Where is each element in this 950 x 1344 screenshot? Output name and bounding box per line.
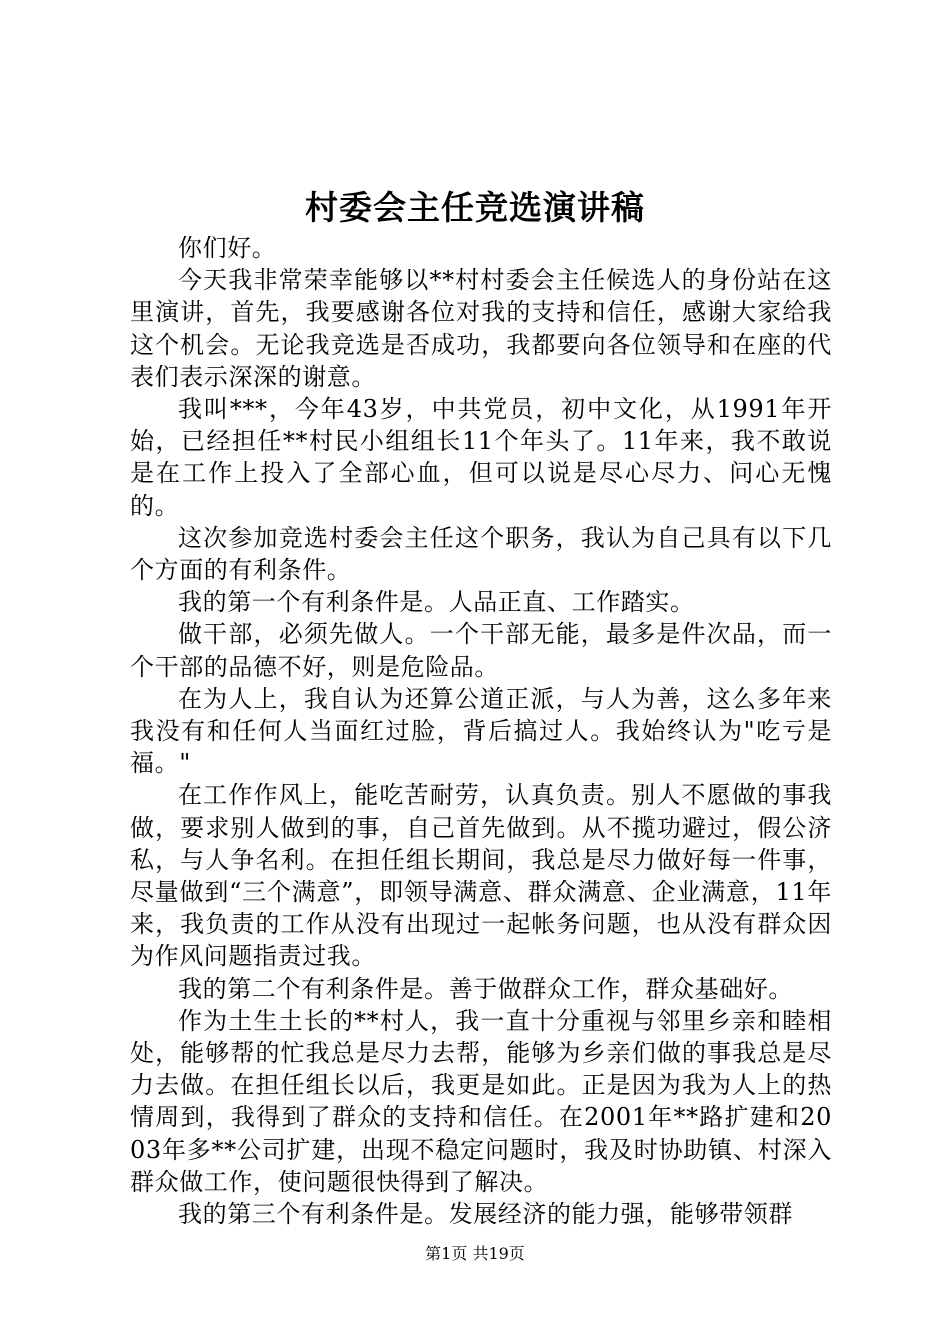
document-body (130, 232, 832, 1230)
paragraph: 我的第二个有利条件是。善于做群众工作，群众基础好。 (178, 974, 793, 1003)
document-title: 村委会主任竞选演讲稿 (305, 188, 645, 227)
paragraph: 这次参加竞选村委会主任这个职务，我认为自己具有以下几个方面的有利条件。 (130, 523, 832, 585)
paragraph: 我叫***，今年43岁，中共党员，初中文化，从1991年开始，已经担任**村民小组组长11个年头了。11年来，我不敢说是在工作上投入了全部心血，但可以说是尽心尽力、问心无愧的。 (130, 395, 832, 520)
paragraph: 在为人上，我自认为还算公道正派，与人为善，这么多年来我没有和任何人当面红过脸，背后搞过人。我始终认为"吃亏是福。" (130, 684, 832, 778)
paragraph: 做干部，必须先做人。一个干部无能，最多是件次品，而一个干部的品德不好，则是危险品。 (130, 620, 832, 681)
paragraph: 作为土生土长的**村人，我一直十分重视与邻里乡亲和睦相处，能够帮的忙我总是尽力去帮，能够为乡亲们做的事我总是尽力去做。在担任组长以后，我更是如此。正是因为我为人上的热情周到，我得到了群众的支持和信任。在2001年**路扩建和2003年多**公司扩建，出现不稳定问题时，我及时协助镇、村深入群众做工作，使问题很快得到了解决。 (130, 1006, 832, 1196)
paragraph: 在工作作风上，能吃苦耐劳，认真负责。别人不愿做的事我做，要求别人做到的事，自己首先做到。从不揽功避过，假公济私，与人争名利。在担任组长期间，我总是尽力做好每一件事，尽量做到“三个满意”，即领导满意、群众满意、企业满意，11年来，我负责的工作从没有出现过一起帐务问题，也从没有群众因为作风问题指责过我。 (130, 781, 832, 971)
paragraph: 我的第一个有利条件是。人品正直、工作踏实。 (178, 588, 695, 617)
paragraph: 今天我非常荣幸能够以**村村委会主任候选人的身份站在这里演讲，首先，我要感谢各位对我的支持和信任，感谢大家给我这个机会。无论我竞选是否成功，我都要向各位领导和在座的代表们表示深深的谢意。 (130, 266, 832, 391)
paragraph: 你们好。 (178, 234, 277, 262)
paragraph: 我的第三个有利条件是。发展经济的能力强，能够带领群 (178, 1200, 793, 1229)
page-footer: 第1页 共19页 (425, 1244, 525, 1263)
